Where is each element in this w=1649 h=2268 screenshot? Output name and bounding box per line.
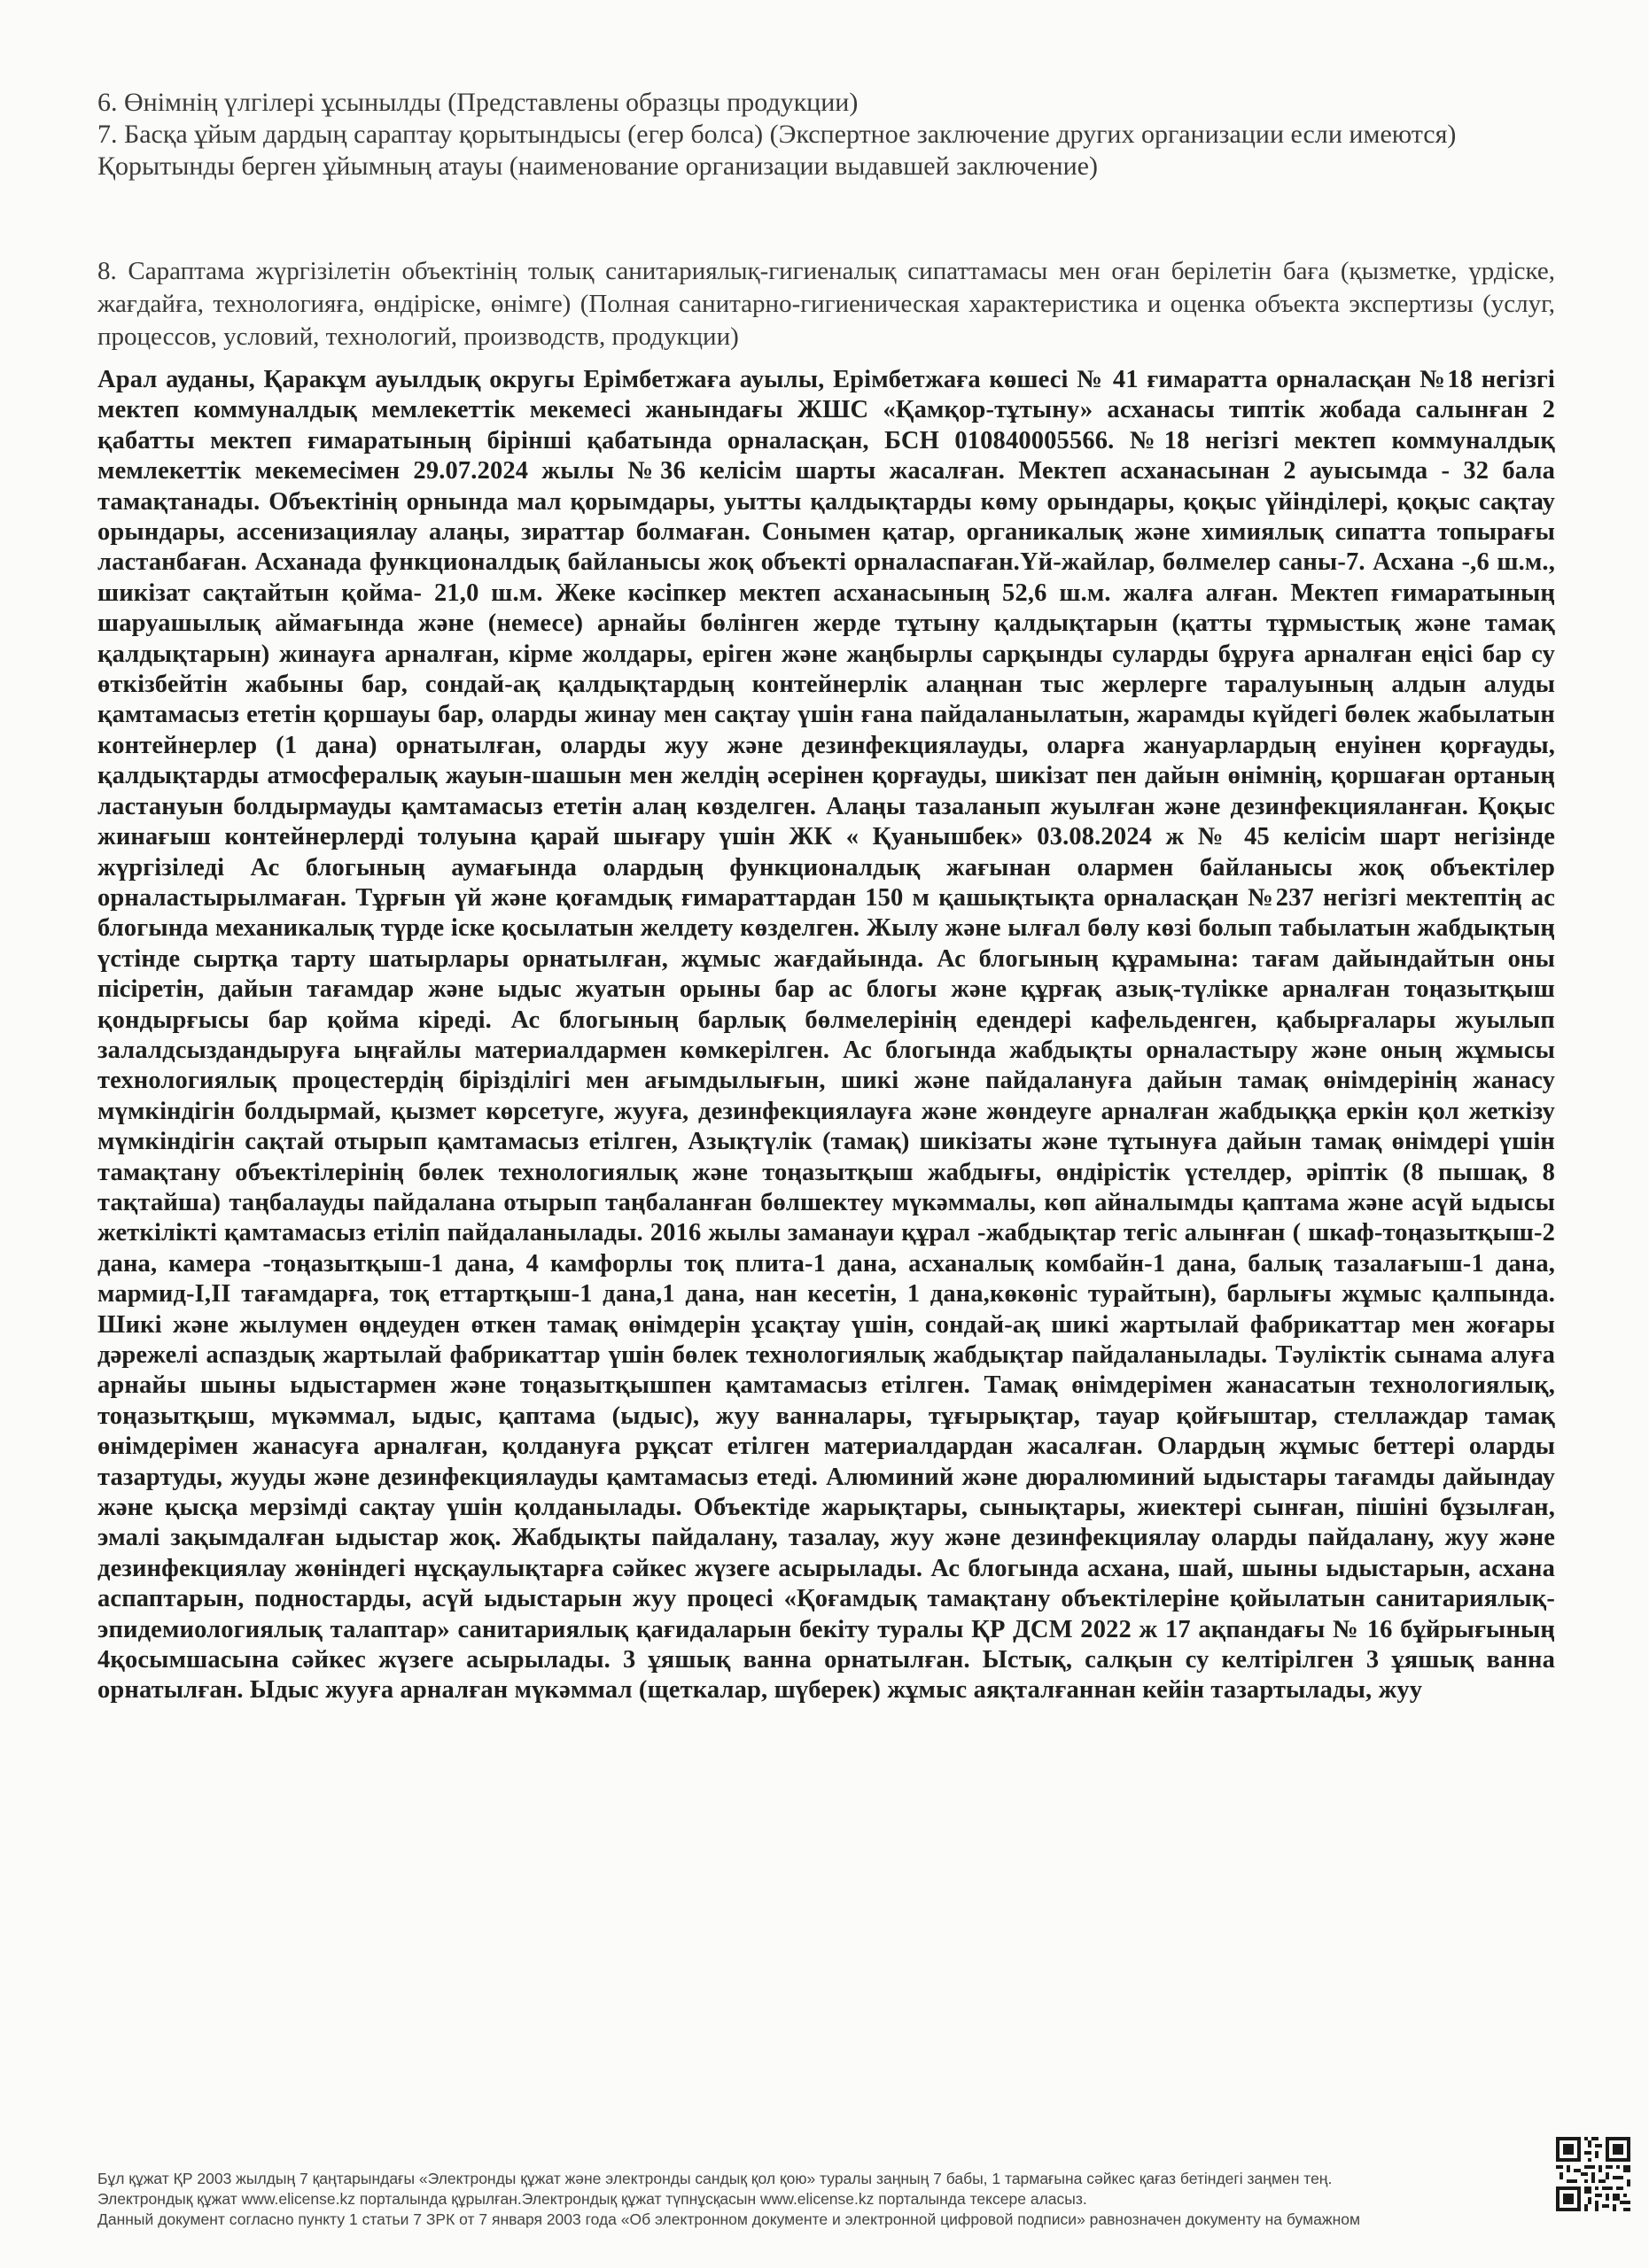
legal-footer	[97, 2169, 1480, 2230]
qr-code-icon	[1552, 2133, 1634, 2215]
header-section	[97, 87, 1555, 183]
issuer-label: Қорытынды берген ұйымның атауы (наименование организации выдавшей заключение)	[97, 151, 1098, 181]
item-8-heading: 8. Сараптама жүргізілетін объектінің толық санитариялық-гигиеналық сипаттамасы мен оған берілетін баға (қызметке, үрдіске, жағдайға, технологияға, өндіріске, өнімге) (Полная санитарно-гигиеническая характеристика и оценка объекта экспертизы (услуг, процессов, условий, технологий, производств, продукции)	[97, 257, 1555, 351]
footer-line-1: Бұл құжат ҚР 2003 жылдың 7 қаңтарындағы «Электронды құжат және электронды сандық қол қою» туралы заңның 7 бабы, 1 тармағына сәйкес қағаз бетіндегі заңмен тең.	[97, 2170, 1333, 2187]
footer-line-3: Данный документ согласно пункту 1 статьи 7 ЗРК от 7 января 2003 года «Об электронном документе и электронной цифровой подписи» равнозначен документу на бумажном	[97, 2210, 1360, 2228]
footer-line-2: Электрондық құжат www.elicense.kz порталында құрылған.Электрондық құжат түпнұсқасын www.elicense.kz порталында тексере аласыз.	[97, 2190, 1087, 2208]
item-7-text: 7. Басқа ұйым дардың сараптау қорытындысы (егер болса) (Экспертное заключение других организации если имеются)	[97, 120, 1457, 149]
item-6-text: 6. Өнімнің үлгілері ұсынылды (Представлены образцы продукции)	[97, 88, 859, 117]
object-description: Арал ауданы, Қаракұм ауылдық округы Ерімбетжаға ауылы, Ерімбетжаға көшесі № 41 ғимаратта орналасқан №18 негізгі мектеп коммуналдық мемлекеттік мекемесі жанындағы ЖШС «Қамқор-тұтыну» асханасы типтік жобада салынған 2 қабатты мектеп ғимаратының бірінші қабатында орналасқан, БСН 010840005566. №18 негізгі мектеп коммуналдық мемлекеттік мекемесімен 29.07.2024 жылы №36 келісім шарты жасалған. Мектеп асханасынан 2 ауысымда - 32 бала тамақтанады. Объектінің орнында мал қорымдары, уытты қалдықтарды көму орындары, қоқыс үйінділері, қоқыс сақтау орындары, ассенизациялау алаңы, зираттар болмаған. Сонымен қатар, органикалық және химиялық сипатта топырағы ластанбаған. Асханада функционалдық байланысы жоқ объекті орналаспаған.Үй-жайлар, бөлмелер саны-7. Асхана -,6 ш.м., шикізат сақтайтын қойма- 21,0 ш.м. Жеке кәсіпкер мектеп асханасының 52,6 ш.м. жалға алған. Мектеп ғимаратының шаруашылық аймағында және (немесе) арнайы бөлінген жерде тұтыну қалдықтарын (қатты тұрмыстық және тамақ қалдықтарын) жинауға арналған, кірме жолдары, еріген және жаңбырлы сарқынды суларды бұруға арналған еңісі бар су өткізбейтін жабыны бар, сондай-ақ қалдықтардың контейнерлік алаңнан тыс жерлерге таралуының алдын алуды қамтамасыз ететін қоршауы бар, оларды жинау мен сақтау үшін ғана пайдаланылатын, жарамды күйдегі бөлек жабылатын контейнерлер (1 дана) орнатылған, оларды жуу және дезинфекциялауды, оларға жануарлардың енуінен қорғауды, қалдықтарды атмосфералық жауын-шашын мен желдің әсерінен қорғауды, шикізат пен дайын өнімнің, қоршаған ортаның ластануын болдырмауды қамтамасыз ететін алаң көзделген. Алаңы тазаланып жуылған және дезинфекцияланған. Қоқыс жинағыш контейнерлерді толуына қарай шығару үшін ЖК « Қуанышбек» 03.08.2024 ж № 45 келісім шарт негізінде жүргізіледі Ас блогының аумағында олардың функционалдық жағынан олармен байланысы жоқ объектілер орналастырылмаған. Тұрғын үй және қоғамдық ғимараттардан 150 м қашықтықта орналасқан №237 негізгі мектептің ас блогында механикалық түрде іске қосылатын желдету көзделген. Жылу және ылғал бөлу көзі болып табылатын жабдықтың үстінде сыртқа тарту шатырлары орнатылған, жұмыс жағдайында. Ас блогының құрамына: тағам дайындайтын оны пісіретін, дайын тағамдар және ыдыс жуатын орыны бар ас блогы және құрғақ азық-түлікке арналған тоңазытқыш қондырғысы бар қойма кіреді. Ас блогының барлық бөлмелерінің едендері кафельденген, қабырғалары жуылып залалдсыздандыруға ыңғайлы материалдармен көмкерілген. Ас блогында жабдықты орналастыру және оның жұмысы технологиялық процестердің бірізділігі мен ағымдылығын, шикі және пайдалануға дайын тамақ өнімдерінің жанасу мүмкіндігін болдырмай, қызмет көрсетуге, жууға, дезинфекциялауға және жөндеуге арналған жабдыққа еркін қол жеткізу мүмкіндігін сақтай отырып қамтамасыз етілген, Азықтүлік (тамақ) шикізаты және тұтынуға дайын тамақ өнімдері үшін тамақтану объектілерінің бөлек технологиялық және тоңазытқыш жабдығы, өндірістік үстелдер, әріптік (8 пышақ, 8 тақтайша) таңбалауды пайдалана отырып таңбаланған бөлшектеу мүкәммалы, көп айналымды қаптама және асүй ыдысы жеткілікті қамтамасыз етіліп пайдаланылады. 2016 жылы заманауи құрал -жабдықтар тегіс алынған ( шкаф-тоңазытқыш-2 дана, камера -тоңазытқыш-1 дана, 4 камфорлы тоқ плита-1 дана, асханалық комбайн-1 дана, балық тазалағыш-1 дана, мармид-І,ІІ тағамдарға, тоқ еттартқыш-1 дана,1 дана, нан кесетін, 1 дана,көкөніс турайтын), барлығы жұмыс қалпында. Шикі және жылумен өңдеуден өткен тамақ өнімдерін ұсақтау үшін, сондай-ақ шикі жартылай фабрикаттар мен жоғары дәрежелі аспаздық жартылай фабрикаттар үшін бөлек технологиялық жабдықтар пайдаланылады. Тәуліктік сынама алуға арнайы шыны ыдыстармен және тоңазытқышпен қамтамасыз етілген. Тамақ өнімдерімен жанасатын технологиялық, тоңазытқыш, мүкәммал, ыдыс, қаптама (ыдыс), жуу ванналары, тұғырықтар, тауар қойғыштар, стеллаждар тамақ өнімдерімен жанасуға арналған, қолдануға рұқсат етілген материалдардан жасалған. Олардың жұмыс беттері оларды тазартуды, жууды және дезинфекциялауды қамтамасыз етеді. Алюминий және дюралюминий ыдыстары тағамды дайындау және қысқа мерзімді сақтау үшін қолданылады. Объектіде жарықтары, сынықтары, жиектері сынған, пішіні бұзылған, эмалі зақымдалған ыдыстар жоқ. Жабдықты пайдалану, тазалау, жуу және дезинфекциялау оларды пайдалану, жуу және дезинфекциялау жөніндегі нұсқаулықтарға сәйкес жүзеге асырылады. Ас блогында асхана, шай, шыны ыдыстарын, асхана аспаптарын, подностарды, асүй ыдыстарын жуу процесі «Қоғамдық тамақтану объектілеріне қойылатын санитариялық-эпидемиологиялық талаптар» санитариялық қағидаларын бекіту туралы ҚР ДСМ 2022 ж 17 ақпандағы № 16 бұйрығының 4қосымшасына сәйкес жүзеге асырылады. 3 ұяшық ванна орнатылған. Ыстық, салқын су келтірілген 3 ұяшық ванна орнатылған. Ыдыс жууға арналған мүкәммал (щеткалар, шүберек) жұмыс аяқталғаннан кейін тазартылады, жуу	[97, 366, 1555, 1705]
